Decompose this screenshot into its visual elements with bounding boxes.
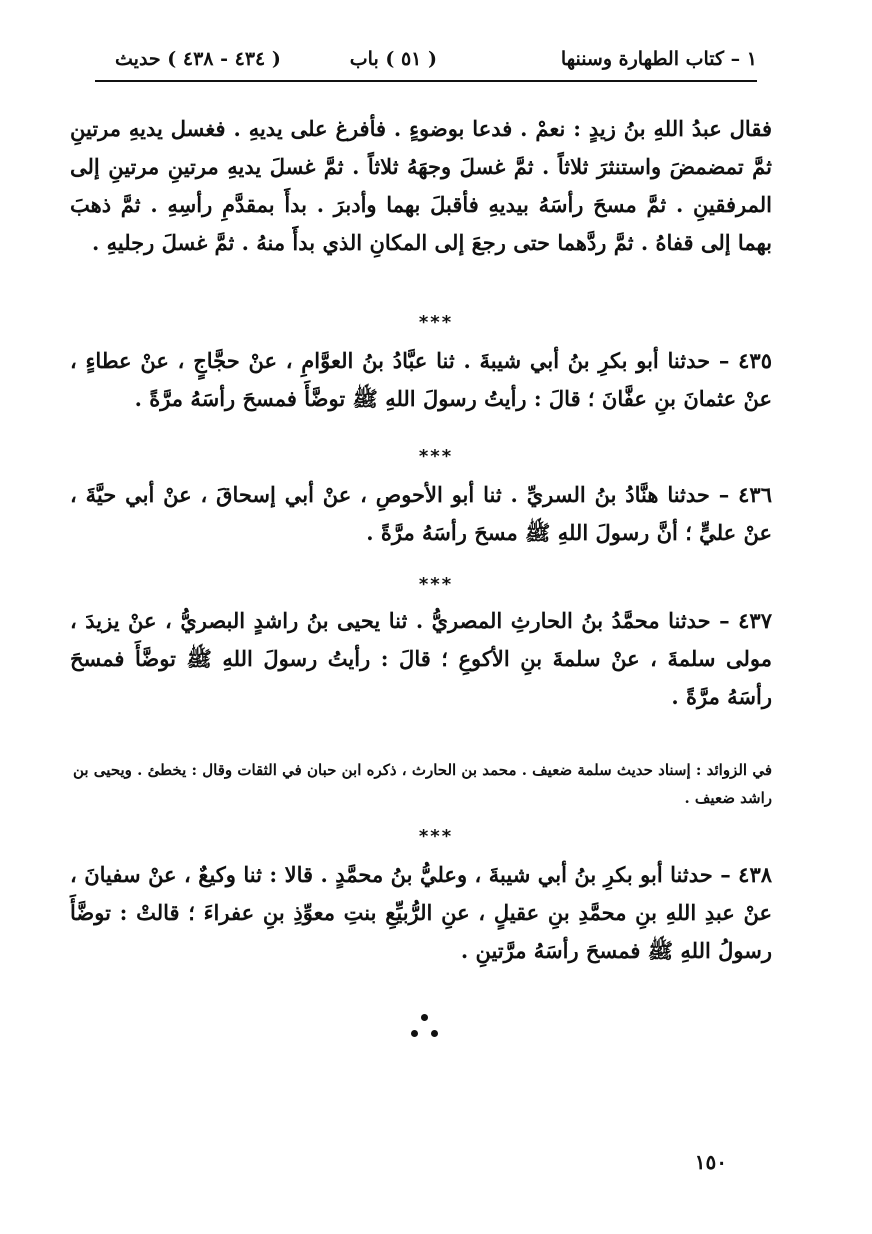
hadith-438 (70, 856, 772, 970)
hadith-435 (70, 342, 772, 418)
separator-stars-3: *** (418, 574, 454, 595)
separator-stars-2: *** (418, 446, 454, 467)
ornament-dot (411, 1030, 418, 1037)
running-header (95, 44, 757, 80)
ornament-dot (431, 1030, 438, 1037)
hadith-434-continuation: فقال عبدُ اللهِ بنُ زيدٍ : نعمْ . فدعا بوضوءٍ . فأفرغ على يديهِ . فغسل يديهِ مرتينِ ثمَّ تمضمضَ واستنثرَ ثلاثاً . ثمَّ غسلَ وجهَهُ ثلاثاً . ثمَّ غسلَ يديهِ مرتينِ مرتينِ إلى المرفقينِ . ثمَّ مسحَ رأسَهُ بيديهِ فأقبلَ بهما وأدبرَ . بدأَ بمقدَّمِ رأسِهِ . ثمَّ ذهبَ بهما إلى قفاهُ . ثمَّ ردَّهما حتى رجعَ إلى المكانِ الذي بدأَ منهُ . ثمَّ غسلَ رجليهِ . (70, 116, 772, 255)
separator-stars-1: *** (418, 312, 454, 333)
header-hadith-range: ( ٤٣٤ - ٤٣٨ ) حديث (115, 48, 281, 70)
page-number: ١٥٠ (694, 1150, 727, 1174)
header-rule (95, 80, 757, 82)
hadith-text: – حدثنا أبو بكرِ بنُ أبي شيبةَ ، وعليُّ بنُ محمَّدٍ . قالا : ثنا وكيعٌ ، عنْ سفيانَ ، عنْ عبدِ اللهِ بنِ محمَّدِ بنِ عقيلٍ ، عنِ الرُّبيِّعِ بنتِ معوِّذِ بنِ عفراءَ ؛ قالتْ : توضَّأَ رسولُ اللهِ ﷺ فمسحَ رأسَهُ مرَّتينِ . (70, 862, 772, 963)
header-chapter: ( ٥١ ) باب (349, 48, 437, 70)
section-end-ornament (405, 1012, 445, 1048)
hadith-number: ٤٣٥ (738, 348, 772, 373)
hadith-number: ٤٣٦ (738, 482, 772, 507)
zawaid-note: في الزوائد : إسناد حديث سلمة ضعيف . محمد بن الحارث ، ذكره ابن حبان في الثقات وقال : يخطئ . ويحيى بن راشد ضعيف . (72, 761, 772, 807)
hadith-number: ٤٣٨ (738, 862, 773, 887)
hadith-text: – حدثنا هنَّادُ بنُ السريِّ . ثنا أبو الأحوصِ ، عنْ أبي إسحاقَ ، عنْ أبي حيَّةَ ، عنْ عليٍّ ؛ أنَّ رسولَ اللهِ ﷺ مسحَ رأسَهُ مرَّةً . (70, 482, 772, 545)
separator-stars-4: *** (418, 826, 454, 847)
hadith-text: – حدثنا أبو بكرِ بنُ أبي شيبةَ . ثنا عبَّادُ بنُ العوَّامِ ، عنْ حجَّاجٍ ، عنْ عطاءٍ ، عنْ عثمانَ بنِ عفَّانَ ؛ قالَ : رأيتُ رسولَ اللهِ ﷺ توضَّأَ فمسحَ رأسَهُ مرَّةً . (70, 348, 772, 411)
header-book-title: ١ – كتاب الطهارة وسننها (560, 48, 757, 70)
hadith-436 (70, 476, 772, 552)
ornament-dot (421, 1014, 428, 1021)
hadith-437 (70, 602, 772, 716)
hadith-text: – حدثنا محمَّدُ بنُ الحارثِ المصريُّ . ثنا يحيى بنُ راشدٍ البصريُّ ، عنْ يزيدَ ، مولى سلمةَ ، عنْ سلمةَ بنِ الأكوعِ ؛ قالَ : رأيتُ رسولَ اللهِ ﷺ توضَّأَ فمسحَ رأسَهُ مرَّةً . (70, 608, 772, 709)
hadith-number: ٤٣٧ (738, 608, 772, 633)
